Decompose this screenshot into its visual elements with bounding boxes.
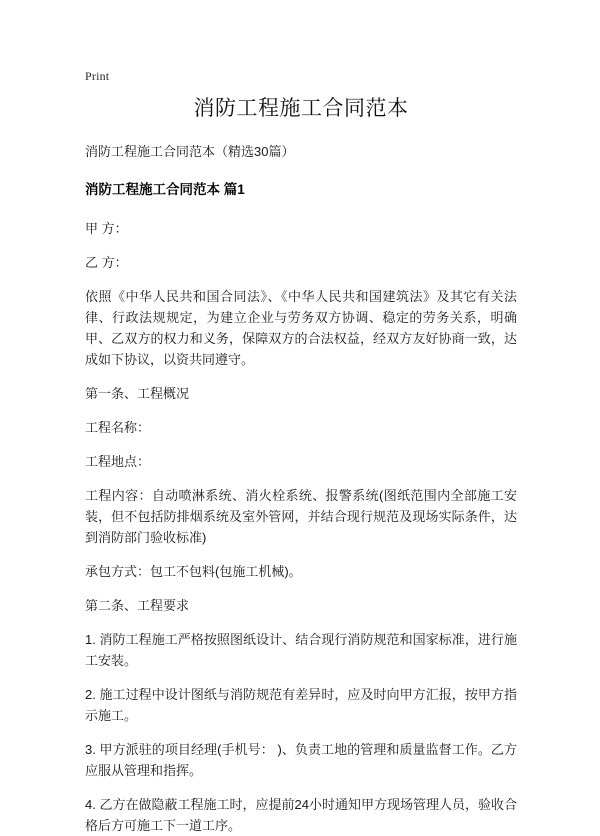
document-paragraph: 工程地点：	[85, 454, 151, 469]
document-paragraph: 依照《中华人民共和国合同法》、《中华人民共和国建筑法》及其它有关法律、行政法规规定，为建立企业与劳务双方协调、稳定的劳务关系，明确甲、乙双方的权力和义务，保障双方的合法权益，经双方友好协商一致，达成如下协议，以资共同遵守。	[85, 289, 517, 367]
document-paragraph: 工程内容：自动喷淋系统、消火栓系统、报警系统(图纸范围内全部施工安装，但不包括防排烟系统及室外管网，并结合现行规范及现场实际条件，达到消防部门验收标准)	[85, 488, 517, 545]
paragraph-list	[85, 218, 517, 836]
print-label[interactable]: Print	[85, 69, 110, 83]
document-paragraph: 第一条、工程概况	[85, 386, 190, 401]
document-paragraph: 乙 方：	[85, 255, 128, 270]
document-paragraph: 承包方式：包工不包料(包施工机械)。	[85, 564, 302, 579]
section-heading: 消防工程施工合同范本 篇1	[85, 182, 245, 197]
document-paragraph: 4. 乙方在做隐蔽工程施工时，应提前24小时通知甲方现场管理人员，验收合格后方可施工下一道工序。	[85, 797, 517, 833]
document-subtitle: 消防工程施工合同范本（精选30篇）	[85, 144, 295, 159]
document-paragraph: 工程名称：	[85, 420, 151, 435]
document-paragraph: 2. 施工过程中设计图纸与消防规范有差异时，应及时向甲方汇报，按甲方指示施工。	[85, 687, 517, 723]
document-content	[85, 94, 517, 836]
document-paragraph: 1. 消防工程施工严格按照图纸设计、结合现行消防规范和国家标准，进行施工安装。	[85, 632, 517, 668]
document-paragraph: 第二条、工程要求	[85, 598, 190, 613]
document-paragraph: 甲 方：	[85, 221, 128, 236]
document-paragraph: 3. 甲方派驻的项目经理(手机号： )、负责工地的管理和质量监督工作。乙方应服从管理和指挥。	[85, 742, 517, 778]
page-title: 消防工程施工合同范本	[193, 97, 409, 120]
